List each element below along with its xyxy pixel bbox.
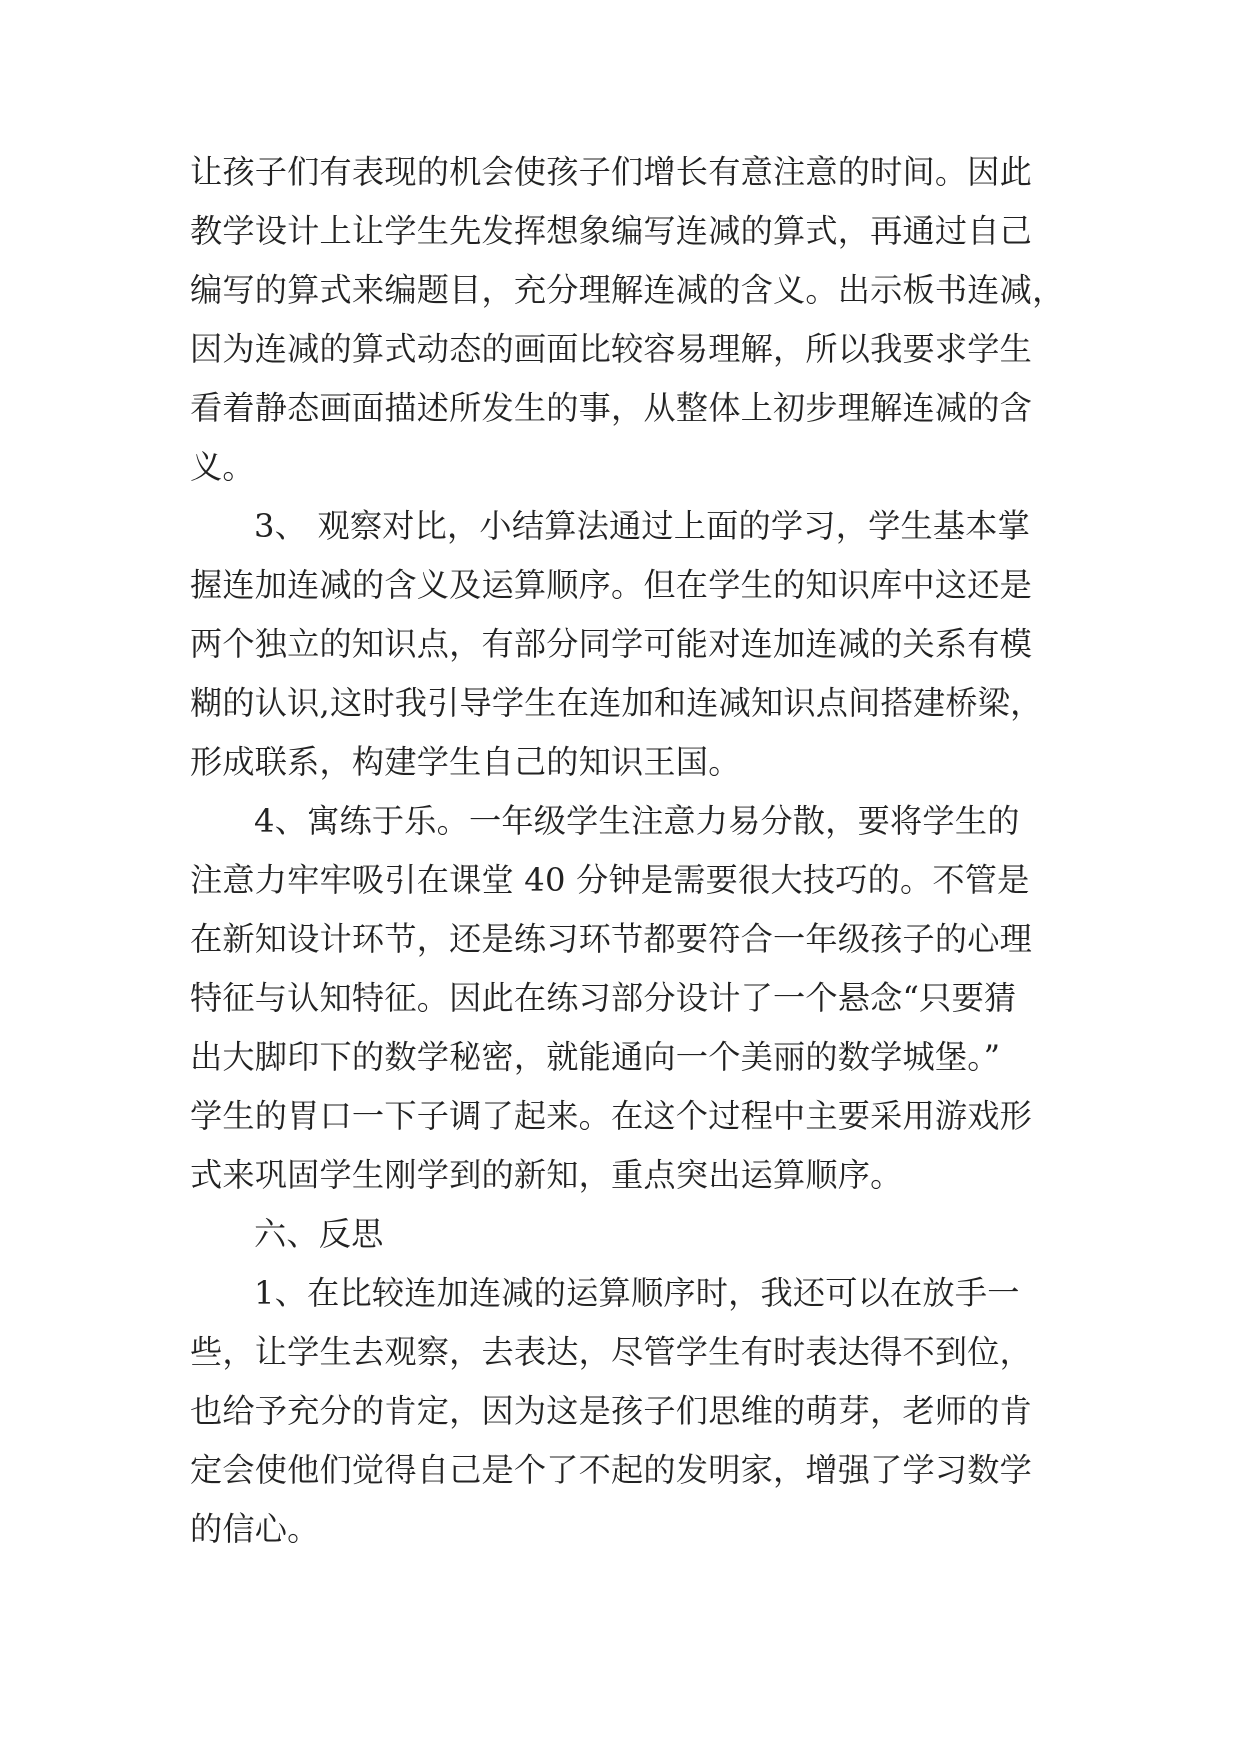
text-line: 两个独立的知识点，有部分同学可能对连加连减的关系有模 <box>190 625 1033 663</box>
text-line: 注意力牢牢吸引在课堂 40 分钟是需要很大技巧的。不管是 <box>190 861 1030 899</box>
text-line: 的信心。 <box>190 1510 320 1548</box>
text-line: 也给予充分的肯定，因为这是孩子们思维的萌芽，老师的肯 <box>190 1392 1033 1430</box>
text-line: 在新知设计环节，还是练习环节都要符合一年级孩子的心理 <box>190 920 1033 958</box>
text-line: 形成联系，构建学生自己的知识王国。 <box>190 743 741 781</box>
text-line: 让孩子们有表现的机会使孩子们增长有意注意的时间。因此 <box>190 153 1033 191</box>
text-line: 特征与认知特征。因此在练习部分设计了一个悬念“只要猜 <box>190 979 1017 1017</box>
text-line: 糊的认识,这时我引导学生在连加和连减知识点间搭建桥梁， <box>190 684 1043 722</box>
text-line: 因为连减的算式动态的画面比较容易理解，所以我要求学生 <box>190 330 1033 368</box>
text-line: 教学设计上让学生先发挥想象编写连减的算式，再通过自己 <box>190 212 1033 250</box>
text-line: 看着静态画面描述所发生的事，从整体上初步理解连减的含 <box>190 389 1033 427</box>
text-line: 出大脚印下的数学秘密，就能通向一个美丽的数学城堡。” <box>190 1038 1001 1076</box>
paragraph-start-line: 4、寓练于乐。一年级学生注意力易分散，要将学生的 <box>254 802 1020 840</box>
text-line: 握连加连减的含义及运算顺序。但在学生的知识库中这还是 <box>190 566 1033 604</box>
text-line: 式来巩固学生刚学到的新知，重点突出运算顺序。 <box>190 1156 903 1194</box>
text-line: 学生的胃口一下子调了起来。在这个过程中主要采用游戏形 <box>190 1097 1033 1135</box>
text-line: 些，让学生去观察，去表达，尽管学生有时表达得不到位， <box>190 1333 1033 1371</box>
text-line: 定会使他们觉得自己是个了不起的发明家，增强了学习数学 <box>190 1451 1033 1489</box>
section-heading: 六、反思 <box>254 1215 384 1253</box>
text-line: 义。 <box>190 448 255 486</box>
text-line: 编写的算式来编题目，充分理解连减的含义。出示板书连减， <box>190 271 1065 309</box>
document-body <box>190 143 1065 1559</box>
paragraph-start-line: 3、 观察对比，小结算法通过上面的学习，学生基本掌 <box>254 507 1031 545</box>
paragraph-start-line: 1、在比较连加连减的运算顺序时，我还可以在放手一 <box>254 1274 1020 1312</box>
